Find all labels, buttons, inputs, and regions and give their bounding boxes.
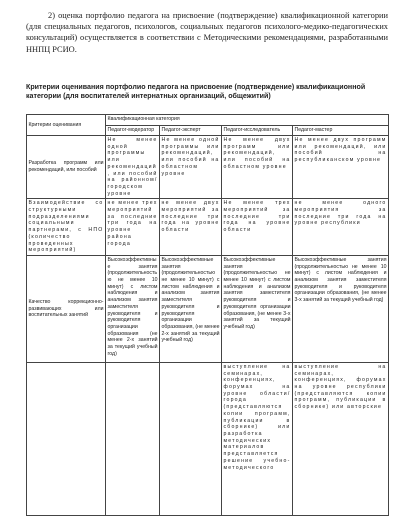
category-header: Квалификационная категория [106, 115, 389, 126]
level-header: Педагог-модератор [106, 126, 160, 136]
level-header: Педагог-исследователь [222, 126, 293, 136]
table-row [27, 136, 389, 199]
table-cell: Высокоэффективные занятия (продолжительностью не менее 10 минут) с листом наблюдения и анализом занятия заместителя руководителя и руководителя организации образования, (не менее 2-х занятий за текущий учебный год) [160, 255, 222, 362]
table-cell: выступление на семинарах, конференциях, форумах на уровне области/города (представляются копии программ, публикации в сборнике) или разработка методических материалов представляется решение учебно-методического [222, 362, 293, 515]
table-cell: не менее одного мероприятия за последние три года на уровне республики [293, 199, 389, 256]
level-header: Педагог-мастер [293, 126, 389, 136]
table-cell: Высокоэффективные занятия (продолжительностью не менее 10 минут) с листом наблюдения и анализом занятия заместителя руководителя и руководителя организации образования (не менее 2-х занятий за текущий учебный год) [106, 255, 160, 362]
table-cell [160, 362, 222, 515]
table-cell: Не менее трех мероприятий за последние три года на уровне области [222, 199, 293, 256]
table-cell: Не менее двух программ или рекомендаций, или пособий на областном уровне [222, 136, 293, 199]
level-header: Педагог-эксперт [160, 126, 222, 136]
table-cell: не менее двух мероприятий за последние три года на уровне области [160, 199, 222, 256]
criteria-table [26, 114, 389, 516]
table-cell: выступление на семинарах, конференциях, форумах на уровне республики (представляются копии программ, публикации в сборнике) или авторские [293, 362, 389, 515]
table-row [27, 255, 389, 362]
table-cell: Высокоэффективные занятия (продолжительностью не менее 10 минут) с листом наблюдения и анализом занятия заместителя руководителя и руководителя организации образования, (не менее 3-х занятий за текущий учебный год) [293, 255, 389, 362]
table-row [27, 199, 389, 256]
table-cell [106, 362, 160, 515]
section-heading: Критерии оценивания портфолио педагога на присвоение (подтверждение) квалификационной категории (для воспитателей интернатных организаций, общежитий) [26, 83, 366, 101]
criterion-cell: Взаимодействие со структурными подразделениями социальными партнерами, с НПО (количество проведенных мероприятий) [27, 199, 106, 256]
criterion-cell: Качество коррекционно-развивающих или воспитательных занятий [27, 255, 106, 362]
table-cell: Высокоэффективные занятия (продолжительностью не менее 10 минут) с листом наблюдения и анализом занятия заместителя руководителя и руководителя организации образования, (не менее 3-х занятий за текущий учебный год) [222, 255, 293, 362]
table-cell: Не менее двух программ или рекомендаций, или пособий на республиканском уровне [293, 136, 389, 199]
table-row [27, 362, 389, 515]
table-cell: Не менее одной программы или рекомендаций, или пособий на районном/городском уровне [106, 136, 160, 199]
table-header-row [27, 115, 389, 126]
table-cell: не менее трех мероприятий за последние три года на уровне района города [106, 199, 160, 256]
criteria-header: Критерии оценивания [27, 115, 106, 136]
criterion-cell [27, 362, 106, 515]
intro-paragraph: 2) оценка портфолио педагога на присвоение (подтверждение) квалификационной категории (для специальных педагогов, психологов, социальных педагогов психолого-медико-педагогических консультаций) осуществляется в соответствии с Методическими рекомендациями, разработанными ННПЦ РСИО. [26, 11, 388, 54]
criterion-cell: Разработка программ или рекомендаций, или пособий [27, 136, 106, 199]
table-cell: Не менее одной программы или рекомендаций, или пособий на областном уровне [160, 136, 222, 199]
